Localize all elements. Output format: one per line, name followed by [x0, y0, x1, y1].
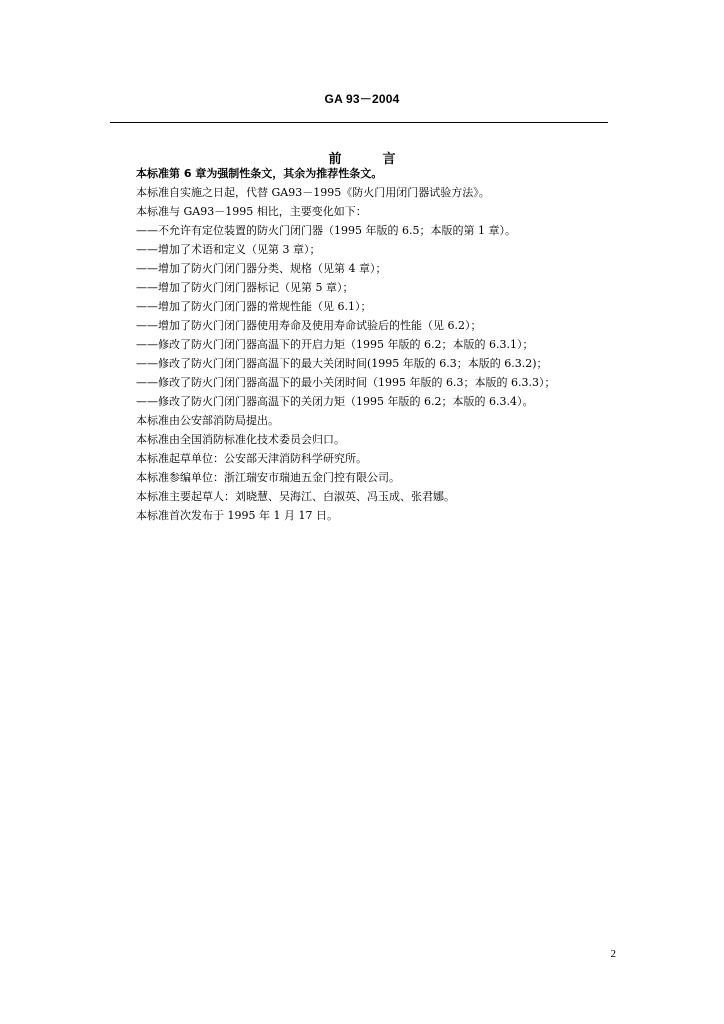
change-item: ——修改了防火门闭门器高温下的最小关闭时间（1995 年版的 6.3；本版的 6.3.3）；	[136, 376, 556, 389]
preface-line: 本标准由全国消防标准化技术委员会归口。	[136, 433, 345, 446]
change-item: ——增加了防火门闭门器的常规性能（见 6.1）；	[136, 300, 372, 313]
standard-code-header: GA 93－2004	[324, 92, 400, 106]
preface-line: 本标准与 GA93－1995 相比，主要变化如下：	[136, 205, 367, 218]
header-divider	[110, 122, 608, 123]
change-item: ——修改了防火门闭门器高温下的开启力矩（1995 年版的 6.2；本版的 6.3.1）；	[136, 338, 534, 351]
change-item: ——不允许有定位装置的防火门闭门器（1995 年版的 6.5；本版的第 1 章）。	[136, 224, 516, 237]
change-item: ——修改了防火门闭门器高温下的关闭力矩（1995 年版的 6.2；本版的 6.3.4）。	[136, 395, 534, 408]
preface-line: 本标准首次发布于 1995 年 1 月 17 日。	[136, 509, 338, 522]
change-item: ——增加了防火门闭门器标记（见第 5 章）；	[136, 281, 354, 294]
preface-line: 本标准参编单位：浙江瑞安市瑞迪五金门控有限公司。	[136, 471, 400, 484]
change-item: ——增加了防火门闭门器使用寿命及使用寿命试验后的性能（见 6.2）；	[136, 319, 482, 332]
change-item: ——增加了防火门闭门器分类、规格（见第 4 章）；	[136, 262, 387, 275]
page-number: 2	[610, 948, 616, 960]
change-item: ——修改了防火门闭门器高温下的最大关闭时间(1995 年版的 6.3；本版的 6.3.2)；	[136, 357, 548, 370]
change-item: ——增加了术语和定义（见第 3 章）；	[136, 243, 321, 256]
preface-line: 本标准自实施之日起，代替 GA93－1995《防火门用闭门器试验方法》。	[136, 186, 490, 199]
preface-line: 本标准由公安部消防局提出。	[136, 414, 279, 427]
preface-body	[136, 164, 616, 525]
preface-line: 本标准主要起草人：刘晓慧、吴海江、白淑英、冯玉成、张君娜。	[136, 490, 455, 503]
mandatory-clause-statement: 本标准第 6 章为强制性条文，其余为推荐性条文。	[136, 167, 383, 180]
preface-title: 前 言	[328, 152, 410, 167]
preface-line: 本标准起草单位：公安部天津消防科学研究所。	[136, 452, 367, 465]
